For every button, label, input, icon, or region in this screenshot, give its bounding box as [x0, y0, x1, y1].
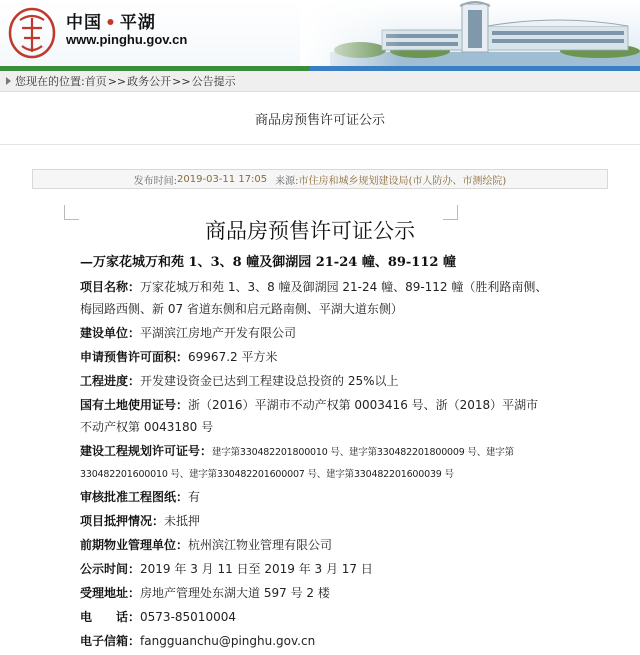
field-value: 万家花城万和苑 1、3、8 幢及御湖园 21-24 幢、89-112 幢（胜利路南侧、梅园路西侧、新 07 省道东侧和启元路南侧、平湖大道东侧）: [80, 280, 548, 316]
field-key: 工程进度: [80, 374, 129, 388]
breadcrumb-arrow-icon: [6, 77, 11, 85]
field-value: 建字第330482201800010 号、建字第330482201800009 号、建字第330482201600010 号、建字第330482201600007 号、建字第330482201600039 号: [80, 447, 514, 480]
field-developer: 建设单位：平湖滨江房地产开发有限公司: [80, 326, 297, 340]
field-key: 建设工程规划许可证号: [80, 444, 201, 458]
field-drawings: 审核批准工程图纸：有: [80, 490, 201, 504]
field-land-cert: 国有土地使用证号：浙（2016）平湖市不动产权第 0003416 号、浙（2018）平湖市不动产权第 0043180 号: [80, 398, 539, 434]
breadcrumb-sep: >>: [172, 74, 191, 88]
field-key: 审核批准工程图纸: [80, 490, 177, 504]
field-value: 2019 年 3 月 11 日至 2019 年 3 月 17 日: [140, 562, 373, 576]
field-key: 电 话: [80, 610, 129, 624]
field-value: 浙（2016）平湖市不动产权第 0003416 号、浙（2018）平湖市不动产权第 0043180 号: [80, 398, 539, 434]
article-title: 商品房预售许可证公示: [205, 219, 415, 243]
publish-time-value: 2019-03-11 17:05: [177, 173, 268, 185]
page-title: 商品房预售许可证公示: [254, 112, 385, 128]
article-meta-bar: [32, 169, 608, 189]
field-value: 杭州滨江物业管理有限公司: [188, 538, 333, 552]
field-key: 公示时间: [80, 562, 129, 576]
field-value: 69967.2 平方米: [188, 350, 278, 364]
article-body: [0, 189, 640, 652]
breadcrumb-gov-affairs[interactable]: 政务公开: [127, 75, 172, 88]
field-mortgage: 项目抵押情况：未抵押: [80, 514, 201, 528]
field-key: 受理地址: [80, 586, 129, 600]
site-url[interactable]: www.pinghu.gov.cn: [66, 32, 188, 47]
field-publicity-period: 公示时间：2019 年 3 月 11 日至 2019 年 3 月 17 日: [80, 562, 373, 576]
field-key: 申请预售许可面积: [80, 350, 177, 364]
field-key: 电子信箱: [80, 634, 129, 648]
field-address: 受理地址：房地产管理处东湖大道 597 号 2 楼: [80, 586, 330, 600]
field-key: 项目名称: [80, 280, 129, 294]
field-key: 前期物业管理单位: [80, 538, 177, 552]
field-key: 国有土地使用证号: [80, 398, 177, 412]
site-name[interactable]: [66, 8, 156, 33]
field-project-name: 项目名称：万家花城万和苑 1、3、8 幢及御湖园 21-24 幢、89-112 幢（胜利路南侧、梅园路西侧、新 07 省道东侧和启元路南侧、平湖大道东侧）: [80, 280, 548, 316]
field-value: 开发建设资金已达到工程建设总投资的 25%以上: [140, 374, 399, 388]
site-name-part2: 平湖: [119, 13, 156, 33]
site-name-part1: 中国: [66, 13, 102, 33]
source-label: 来源:: [275, 175, 299, 187]
header-color-stripe: [0, 66, 640, 71]
frame-corner-left: [64, 205, 79, 220]
frame-corner-right: [443, 205, 458, 220]
page-title-area: [0, 92, 640, 144]
article-subtitle: —万家花城万和苑 1、3、8 幢及御湖园 21-24 幢、89-112 幢: [80, 255, 456, 270]
title-divider: [0, 144, 640, 145]
breadcrumb-home[interactable]: 首页: [84, 75, 107, 88]
breadcrumb: [0, 71, 640, 92]
source-value: 市住房和城乡规划建设局(市人防办、市测绘院): [298, 175, 507, 187]
field-property-mgmt: 前期物业管理单位：杭州滨江物业管理有限公司: [80, 538, 333, 552]
field-progress: 工程进度：开发建设资金已达到工程建设总投资的 25%以上: [80, 374, 399, 388]
field-key: 建设单位: [80, 326, 129, 340]
stripe-green: [0, 66, 310, 71]
field-phone: 电 话：0573-85010004: [80, 610, 236, 624]
government-building-banner: [300, 0, 640, 66]
field-email: 电子信箱：fangguanchu@pinghu.gov.cn: [80, 634, 316, 648]
field-value: 未抵押: [164, 514, 201, 528]
field-planning-permit: 建设工程规划许可证号：建字第330482201800010 号、建字第330482201800009 号、建字第330482201600010 号、建字第330482201600007 号、建字第330482201600039 号: [80, 444, 514, 480]
pinghu-seal-logo[interactable]: [6, 4, 58, 60]
field-key: 项目抵押情况: [80, 514, 153, 528]
breadcrumb-sep: >>: [107, 74, 127, 88]
breadcrumb-label: 您现在的位置:: [15, 75, 85, 88]
publish-time-label: 发布时间:: [133, 175, 178, 187]
field-value: 有: [188, 490, 201, 504]
site-name-dot: •: [105, 13, 117, 33]
breadcrumb-notices[interactable]: 公告提示: [191, 75, 236, 88]
field-value: 0573-85010004: [140, 610, 236, 624]
field-value: 房地产管理处东湖大道 597 号 2 楼: [140, 586, 330, 600]
field-value[interactable]: fangguanchu@pinghu.gov.cn: [140, 634, 316, 648]
field-value: 平湖滨江房地产开发有限公司: [140, 326, 297, 340]
stripe-blue: [310, 66, 640, 71]
site-header: [0, 0, 640, 66]
field-presale-area: 申请预售许可面积：69967.2 平方米: [80, 350, 278, 364]
